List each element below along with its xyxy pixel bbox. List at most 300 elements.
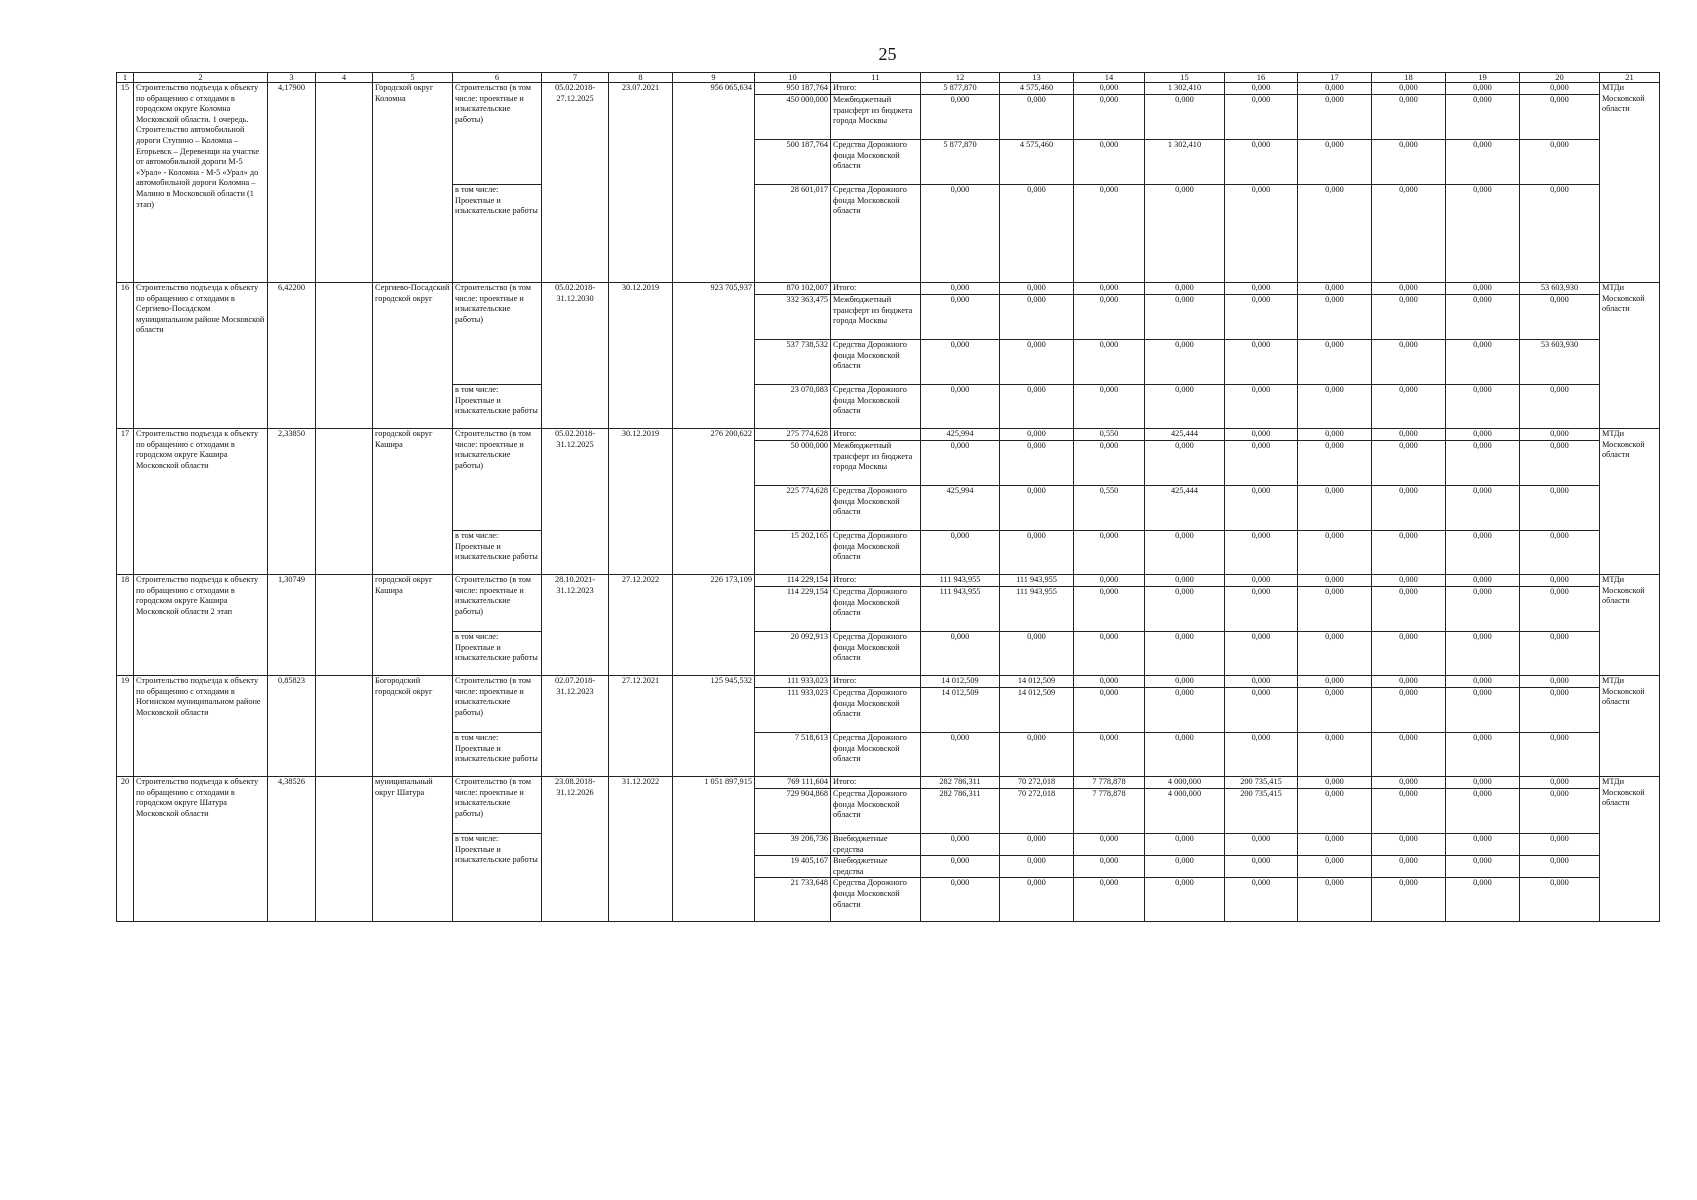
customer: МТДи Московской области	[1600, 777, 1660, 922]
work-period: 05.02.2018-31.12.2025	[542, 429, 609, 575]
year-amount: 0,000	[1145, 95, 1225, 140]
year-amount: 0,000	[1298, 777, 1372, 789]
work-type: Строительство (в том числе: проектные и изыскательские работы)	[453, 777, 542, 834]
year-amount: 0,000	[1446, 878, 1520, 922]
customer: МТДи Московской области	[1600, 575, 1660, 676]
column-number-row	[117, 73, 1660, 83]
year-amount: 53 603,930	[1520, 340, 1600, 385]
year-amount: 0,000	[1225, 140, 1298, 185]
length-km: 1,30749	[268, 575, 316, 676]
year-amount: 0,000	[1145, 688, 1225, 733]
year-amount: 0,000	[1520, 834, 1600, 856]
year-amount: 0,000	[1074, 283, 1145, 295]
year-amount: 7 778,878	[1074, 789, 1145, 834]
year-amount: 0,000	[1446, 283, 1520, 295]
row-number: 15	[117, 83, 134, 283]
year-amount: 0,000	[1000, 856, 1074, 878]
funding-total: 114 229,154	[755, 587, 831, 632]
funding-total: 21 733,648	[755, 878, 831, 922]
year-amount: 0,000	[1145, 856, 1225, 878]
year-amount: 0,000	[1520, 676, 1600, 688]
year-amount: 425,994	[921, 486, 1000, 531]
year-amount: 0,000	[1225, 878, 1298, 922]
work-type: Строительство (в том числе: проектные и изыскательские работы)	[453, 429, 542, 531]
year-amount: 0,000	[1372, 340, 1446, 385]
column-header: 10	[755, 73, 831, 83]
funding-total: 769 111,604	[755, 777, 831, 789]
commissioning-date: 30.12.2019	[609, 283, 673, 429]
design-work-type: в том числе: Проектные и изыскательские работы	[453, 733, 542, 777]
year-amount: 0,000	[1298, 856, 1372, 878]
year-amount: 0,000	[1298, 185, 1372, 283]
year-amount: 0,000	[1074, 295, 1145, 340]
funding-total: 950 187,764	[755, 83, 831, 95]
year-amount: 4 575,460	[1000, 83, 1074, 95]
length-km: 2,33850	[268, 429, 316, 575]
year-amount: 282 786,311	[921, 777, 1000, 789]
year-amount: 1 302,410	[1145, 140, 1225, 185]
year-amount: 0,000	[1074, 95, 1145, 140]
year-amount: 0,000	[1225, 441, 1298, 486]
year-amount: 111 943,955	[921, 587, 1000, 632]
year-amount: 0,000	[1446, 676, 1520, 688]
column-header: 5	[373, 73, 453, 83]
year-amount: 1 302,410	[1145, 83, 1225, 95]
work-type: Строительство (в том числе: проектные и изыскательские работы)	[453, 83, 542, 185]
funding-source: Средства Дорожного фонда Московской области	[831, 632, 921, 676]
year-amount: 0,000	[1074, 587, 1145, 632]
year-amount: 111 943,955	[1000, 575, 1074, 587]
column-header: 4	[316, 73, 373, 83]
year-amount: 4 000,000	[1145, 789, 1225, 834]
year-amount: 0,000	[1225, 340, 1298, 385]
year-amount: 0,000	[1520, 441, 1600, 486]
table-row	[117, 676, 1660, 688]
funding-total: 500 187,764	[755, 140, 831, 185]
year-amount: 0,000	[1074, 733, 1145, 777]
length-km: 4,38526	[268, 777, 316, 922]
year-amount: 0,000	[921, 185, 1000, 283]
column-header: 11	[831, 73, 921, 83]
year-amount: 0,000	[1074, 575, 1145, 587]
row-number: 20	[117, 777, 134, 922]
year-amount: 0,000	[1074, 531, 1145, 575]
year-amount: 0,000	[1520, 429, 1600, 441]
year-amount: 0,000	[921, 733, 1000, 777]
capacity	[316, 777, 373, 922]
year-amount: 0,000	[1446, 83, 1520, 95]
year-amount: 4 000,000	[1145, 777, 1225, 789]
year-amount: 0,000	[1446, 587, 1520, 632]
year-amount: 0,000	[1372, 385, 1446, 429]
funding-total: 20 092,913	[755, 632, 831, 676]
year-amount: 0,000	[1145, 295, 1225, 340]
commissioning-date: 31.12.2022	[609, 777, 673, 922]
year-amount: 0,000	[1446, 95, 1520, 140]
year-amount: 0,000	[1446, 856, 1520, 878]
funding-total: 225 774,628	[755, 486, 831, 531]
year-amount: 0,000	[1225, 587, 1298, 632]
year-amount: 0,000	[1225, 856, 1298, 878]
year-amount: 0,000	[1446, 632, 1520, 676]
year-amount: 0,000	[1446, 531, 1520, 575]
year-amount: 0,000	[1000, 340, 1074, 385]
total-cost: 276 200,622	[673, 429, 755, 575]
year-amount: 0,000	[1225, 834, 1298, 856]
capacity	[316, 283, 373, 429]
year-amount: 0,000	[1225, 83, 1298, 95]
funding-source: Итого:	[831, 429, 921, 441]
year-amount: 0,000	[1225, 575, 1298, 587]
year-amount: 200 735,415	[1225, 789, 1298, 834]
year-amount: 0,000	[1225, 185, 1298, 283]
column-header: 21	[1600, 73, 1660, 83]
funding-total: 729 904,868	[755, 789, 831, 834]
year-amount: 0,000	[1298, 95, 1372, 140]
year-amount: 0,000	[1520, 632, 1600, 676]
capacity	[316, 575, 373, 676]
year-amount: 0,000	[1225, 295, 1298, 340]
year-amount: 0,000	[1298, 575, 1372, 587]
year-amount: 0,000	[1225, 486, 1298, 531]
year-amount: 0,000	[1074, 441, 1145, 486]
year-amount: 0,000	[1298, 878, 1372, 922]
year-amount: 0,000	[1446, 777, 1520, 789]
year-amount: 0,000	[1074, 185, 1145, 283]
column-header: 13	[1000, 73, 1074, 83]
work-period: 28.10.2021-31.12.2023	[542, 575, 609, 676]
year-amount: 0,000	[1372, 878, 1446, 922]
year-amount: 0,000	[1298, 733, 1372, 777]
year-amount: 0,000	[1520, 385, 1600, 429]
year-amount: 5 877,870	[921, 140, 1000, 185]
capacity	[316, 676, 373, 777]
year-amount: 0,000	[1225, 676, 1298, 688]
object-name: Строительство подъезда к объекту по обращению с отходами в городском округе Шатура Московской области	[134, 777, 268, 922]
length-km: 6,42200	[268, 283, 316, 429]
year-amount: 425,994	[921, 429, 1000, 441]
municipality: муниципальный округ Шатура	[373, 777, 453, 922]
year-amount: 111 943,955	[921, 575, 1000, 587]
year-amount: 0,000	[921, 856, 1000, 878]
municipality: городской округ Кашира	[373, 429, 453, 575]
page-number: 25	[878, 44, 897, 64]
row-number: 18	[117, 575, 134, 676]
total-cost: 125 945,532	[673, 676, 755, 777]
year-amount: 0,000	[1298, 283, 1372, 295]
design-work-type: в том числе: Проектные и изыскательские работы	[453, 632, 542, 676]
column-header: 19	[1446, 73, 1520, 83]
column-header: 7	[542, 73, 609, 83]
year-amount: 0,000	[1298, 385, 1372, 429]
year-amount: 0,000	[1520, 95, 1600, 140]
funding-source: Средства Дорожного фонда Московской области	[831, 140, 921, 185]
design-work-type: в том числе: Проектные и изыскательские работы	[453, 185, 542, 283]
year-amount: 0,000	[1520, 733, 1600, 777]
year-amount: 0,550	[1074, 486, 1145, 531]
year-amount: 14 012,509	[921, 676, 1000, 688]
year-amount: 0,000	[1000, 185, 1074, 283]
table-row	[117, 575, 1660, 587]
year-amount: 0,550	[1074, 429, 1145, 441]
year-amount: 0,000	[1074, 385, 1145, 429]
funding-source: Средства Дорожного фонда Московской области	[831, 486, 921, 531]
year-amount: 0,000	[1000, 441, 1074, 486]
funding-total: 332 363,475	[755, 295, 831, 340]
year-amount: 0,000	[1225, 283, 1298, 295]
year-amount: 0,000	[1074, 878, 1145, 922]
year-amount: 0,000	[921, 95, 1000, 140]
funding-total: 50 000,000	[755, 441, 831, 486]
year-amount: 0,000	[1520, 486, 1600, 531]
year-amount: 0,000	[1446, 385, 1520, 429]
year-amount: 0,000	[1225, 429, 1298, 441]
year-amount: 0,000	[921, 295, 1000, 340]
year-amount: 0,000	[1145, 632, 1225, 676]
year-amount: 0,000	[1446, 688, 1520, 733]
year-amount: 0,000	[1000, 878, 1074, 922]
year-amount: 0,000	[921, 632, 1000, 676]
municipality: Городской округ Коломна	[373, 83, 453, 283]
year-amount: 0,000	[1520, 688, 1600, 733]
year-amount: 0,000	[1446, 295, 1520, 340]
year-amount: 0,000	[1520, 777, 1600, 789]
year-amount: 0,000	[1520, 856, 1600, 878]
design-work-type: в том числе: Проектные и изыскательские работы	[453, 531, 542, 575]
object-name: Строительство подъезда к объекту по обращению с отходами в Сергиево-Посадском муниципальном районе Московской области	[134, 283, 268, 429]
work-period: 05.02.2018-31.12.2030	[542, 283, 609, 429]
year-amount: 0,000	[1298, 83, 1372, 95]
year-amount: 0,000	[1298, 486, 1372, 531]
year-amount: 0,000	[1225, 632, 1298, 676]
funding-source: Внебюджетные средства	[831, 856, 921, 878]
year-amount: 0,000	[921, 834, 1000, 856]
year-amount: 70 272,018	[1000, 789, 1074, 834]
row-number: 16	[117, 283, 134, 429]
column-header: 6	[453, 73, 542, 83]
municipality: Сергиево-Посадский городской округ	[373, 283, 453, 429]
year-amount: 0,000	[1000, 429, 1074, 441]
year-amount: 0,000	[1520, 531, 1600, 575]
year-amount: 0,000	[1074, 140, 1145, 185]
year-amount: 0,000	[1074, 688, 1145, 733]
year-amount: 0,000	[921, 385, 1000, 429]
year-amount: 0,000	[1298, 688, 1372, 733]
funding-source: Средства Дорожного фонда Московской области	[831, 688, 921, 733]
year-amount: 0,000	[921, 340, 1000, 385]
year-amount: 0,000	[1372, 834, 1446, 856]
column-header: 1	[117, 73, 134, 83]
funding-source: Средства Дорожного фонда Московской области	[831, 531, 921, 575]
year-amount: 0,000	[1446, 340, 1520, 385]
year-amount: 0,000	[1000, 385, 1074, 429]
year-amount: 0,000	[1074, 340, 1145, 385]
customer: МТДи Московской области	[1600, 429, 1660, 575]
row-number: 17	[117, 429, 134, 575]
year-amount: 0,000	[1372, 856, 1446, 878]
customer: МТДи Московской области	[1600, 83, 1660, 283]
year-amount: 0,000	[1372, 441, 1446, 486]
year-amount: 0,000	[1520, 575, 1600, 587]
year-amount: 0,000	[1074, 632, 1145, 676]
year-amount: 4 575,460	[1000, 140, 1074, 185]
year-amount: 0,000	[1225, 385, 1298, 429]
year-amount: 0,000	[1145, 878, 1225, 922]
year-amount: 0,000	[1298, 789, 1372, 834]
funding-source: Итого:	[831, 777, 921, 789]
funding-source: Средства Дорожного фонда Московской области	[831, 340, 921, 385]
funding-source: Межбюджетный трансферт из бюджета города Москвы	[831, 441, 921, 486]
funding-total: 39 206,736	[755, 834, 831, 856]
funding-source: Межбюджетный трансферт из бюджета города Москвы	[831, 95, 921, 140]
year-amount: 14 012,509	[1000, 676, 1074, 688]
capacity	[316, 83, 373, 283]
year-amount: 0,000	[1145, 575, 1225, 587]
total-cost: 923 705,937	[673, 283, 755, 429]
year-amount: 7 778,878	[1074, 777, 1145, 789]
column-header: 20	[1520, 73, 1600, 83]
year-amount: 0,000	[1372, 486, 1446, 531]
funding-total: 7 518,613	[755, 733, 831, 777]
column-header: 16	[1225, 73, 1298, 83]
year-amount: 0,000	[1298, 834, 1372, 856]
total-cost: 226 173,109	[673, 575, 755, 676]
year-amount: 0,000	[1000, 486, 1074, 531]
commissioning-date: 27.12.2021	[609, 676, 673, 777]
year-amount: 0,000	[1372, 575, 1446, 587]
financing-table	[116, 72, 1660, 922]
column-header: 12	[921, 73, 1000, 83]
funding-total: 111 933,023	[755, 688, 831, 733]
year-amount: 0,000	[1145, 385, 1225, 429]
year-amount: 14 012,509	[921, 688, 1000, 733]
year-amount: 0,000	[1298, 587, 1372, 632]
year-amount: 111 943,955	[1000, 587, 1074, 632]
year-amount: 0,000	[921, 283, 1000, 295]
table-row	[117, 283, 1660, 295]
year-amount: 0,000	[1145, 185, 1225, 283]
year-amount: 14 012,509	[1000, 688, 1074, 733]
year-amount: 0,000	[1145, 834, 1225, 856]
funding-total: 870 102,007	[755, 283, 831, 295]
year-amount: 0,000	[1000, 295, 1074, 340]
year-amount: 0,000	[1520, 587, 1600, 632]
funding-total: 28 601,017	[755, 185, 831, 283]
year-amount: 0,000	[1000, 733, 1074, 777]
table-row	[117, 777, 1660, 789]
funding-total: 111 933,023	[755, 676, 831, 688]
funding-total: 23 070,083	[755, 385, 831, 429]
year-amount: 0,000	[1372, 95, 1446, 140]
column-header: 17	[1298, 73, 1372, 83]
year-amount: 200 735,415	[1225, 777, 1298, 789]
capacity	[316, 429, 373, 575]
year-amount: 0,000	[1446, 441, 1520, 486]
year-amount: 0,000	[1225, 733, 1298, 777]
year-amount: 0,000	[1520, 295, 1600, 340]
year-amount: 0,000	[1145, 531, 1225, 575]
funding-source: Средства Дорожного фонда Московской области	[831, 587, 921, 632]
year-amount: 0,000	[1520, 83, 1600, 95]
year-amount: 0,000	[1145, 676, 1225, 688]
year-amount: 0,000	[1520, 140, 1600, 185]
year-amount: 425,444	[1145, 486, 1225, 531]
work-type: Строительство (в том числе: проектные и изыскательские работы)	[453, 575, 542, 632]
year-amount: 0,000	[1298, 441, 1372, 486]
length-km: 0,85823	[268, 676, 316, 777]
year-amount: 0,000	[1372, 140, 1446, 185]
funding-source: Итого:	[831, 83, 921, 95]
year-amount: 0,000	[1372, 429, 1446, 441]
row-number: 19	[117, 676, 134, 777]
year-amount: 0,000	[921, 531, 1000, 575]
year-amount: 0,000	[1446, 486, 1520, 531]
funding-total: 114 229,154	[755, 575, 831, 587]
year-amount: 0,000	[1298, 531, 1372, 575]
year-amount: 0,000	[1446, 140, 1520, 185]
year-amount: 0,000	[1372, 185, 1446, 283]
funding-source: Средства Дорожного фонда Московской области	[831, 385, 921, 429]
year-amount: 0,000	[1372, 83, 1446, 95]
work-type: Строительство (в том числе: проектные и изыскательские работы)	[453, 283, 542, 385]
work-period: 05.02.2018-27.12.2025	[542, 83, 609, 283]
object-name: Строительство подъезда к объекту по обращению с отходами в городском округе Кашира Московской области	[134, 429, 268, 575]
year-amount: 0,000	[1298, 676, 1372, 688]
design-work-type: в том числе: Проектные и изыскательские работы	[453, 385, 542, 429]
funding-source: Итого:	[831, 676, 921, 688]
work-period: 23.08.2018-31.12.2026	[542, 777, 609, 922]
year-amount: 0,000	[1372, 789, 1446, 834]
year-amount: 0,000	[1000, 632, 1074, 676]
year-amount: 0,000	[1446, 185, 1520, 283]
year-amount: 0,000	[1446, 575, 1520, 587]
year-amount: 0,000	[1446, 733, 1520, 777]
year-amount: 0,000	[1372, 777, 1446, 789]
year-amount: 0,000	[1000, 283, 1074, 295]
funding-source: Средства Дорожного фонда Московской области	[831, 878, 921, 922]
table-body	[117, 83, 1660, 922]
year-amount: 0,000	[1298, 429, 1372, 441]
year-amount: 0,000	[1225, 531, 1298, 575]
column-header: 8	[609, 73, 673, 83]
funding-source: Средства Дорожного фонда Московской области	[831, 733, 921, 777]
year-amount: 0,000	[1372, 587, 1446, 632]
funding-total: 19 405,167	[755, 856, 831, 878]
year-amount: 0,000	[1074, 856, 1145, 878]
funding-source: Средства Дорожного фонда Московской области	[831, 789, 921, 834]
customer: МТДи Московской области	[1600, 676, 1660, 777]
year-amount: 0,000	[1000, 531, 1074, 575]
column-header: 14	[1074, 73, 1145, 83]
year-amount: 53 603,930	[1520, 283, 1600, 295]
customer: МТДи Московской области	[1600, 283, 1660, 429]
municipality: городской округ Кашира	[373, 575, 453, 676]
year-amount: 0,000	[1074, 834, 1145, 856]
year-amount: 0,000	[1298, 340, 1372, 385]
work-period: 02.07.2018-31.12.2023	[542, 676, 609, 777]
year-amount: 0,000	[1225, 95, 1298, 140]
table-row	[117, 83, 1660, 95]
year-amount: 0,000	[1074, 83, 1145, 95]
year-amount: 0,000	[1372, 632, 1446, 676]
commissioning-date: 27.12.2022	[609, 575, 673, 676]
design-work-type: в том числе: Проектные и изыскательские работы	[453, 834, 542, 922]
year-amount: 0,000	[1520, 789, 1600, 834]
year-amount: 0,000	[1145, 283, 1225, 295]
year-amount: 70 272,018	[1000, 777, 1074, 789]
year-amount: 0,000	[1074, 676, 1145, 688]
table-row	[117, 429, 1660, 441]
